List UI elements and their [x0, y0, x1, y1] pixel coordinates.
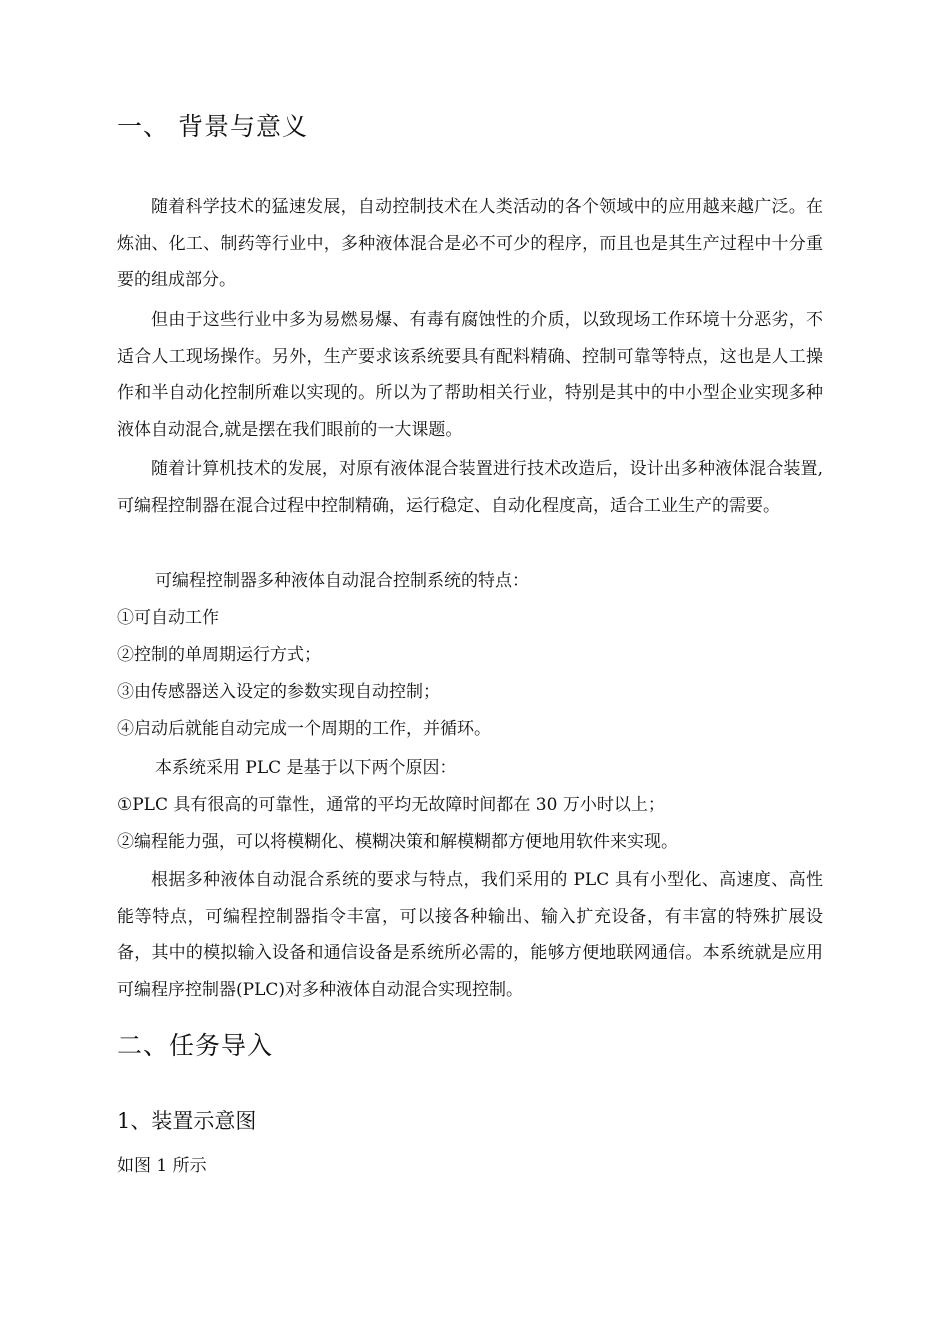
- paragraph-hazards: 但由于这些行业中多为易燃易爆、有毒有腐蚀性的介质，以致现场工作环境十分恶劣，不适合人工现场操作。另外，生产要求该系统要具有配料精确、控制可靠等特点，这也是人工操作和半自动化控制所难以实现的。所以为了帮助相关行业，特别是其中的中小型企业实现多种液体自动混合,就是摆在我们眼前的一大课题。: [117, 310, 823, 440]
- paragraph-computer-tech: 随着计算机技术的发展，对原有液体混合装置进行技术改造后，设计出多种液体混合装置,可编程控制器在混合过程中控制精确，运行稳定、自动化程度高，适合工业生产的需要。: [117, 459, 823, 516]
- paragraph-intro: 随着科学技术的猛速发展，自动控制技术在人类活动的各个领域中的应用越来越广泛。在炼油、化工、制药等行业中，多种液体混合是必不可少的程序，而且也是其生产过程中十分重要的组成部分。: [117, 197, 823, 291]
- feature-item-4: ④启动后就能自动完成一个周期的工作，并循环。: [117, 719, 491, 739]
- features-intro: 可编程控制器多种液体自动混合控制系统的特点：: [155, 571, 529, 591]
- feature-item-2: ②控制的单周期运行方式；: [117, 645, 321, 665]
- figure-reference-note: 如图 1 所示: [117, 1156, 207, 1176]
- section-heading-task: 二、任务导入: [117, 1031, 274, 1060]
- paragraph-closing: 根据多种液体自动混合系统的要求与特点，我们采用的 PLC 具有小型化、高速度、高性能等特点，可编程控制器指令丰富，可以接各种输出、输入扩充设备，有丰富的特殊扩展设备，其中的模拟输入设备和通信设备是系统所必需的，能够方便地联网通信。本系统就是应用可编程序控制器(PLC)对多种液体自动混合实现控制。: [117, 870, 823, 1000]
- reason-item-2: ②编程能力强，可以将模糊化、模糊决策和解模糊都方便地用软件来实现。: [117, 832, 678, 852]
- feature-item-1: ①可自动工作: [117, 608, 219, 628]
- reasons-intro: 本系统采用 PLC 是基于以下两个原因：: [155, 758, 457, 778]
- feature-item-3: ③由传感器送入设定的参数实现自动控制；: [117, 682, 440, 702]
- reason-item-1: ①PLC 具有很高的可靠性，通常的平均无故障时间都在 30 万小时以上；: [117, 795, 665, 815]
- section-heading-background: 一、 背景与意义: [117, 112, 308, 141]
- subheading-diagram: 1、装置示意图: [117, 1109, 257, 1133]
